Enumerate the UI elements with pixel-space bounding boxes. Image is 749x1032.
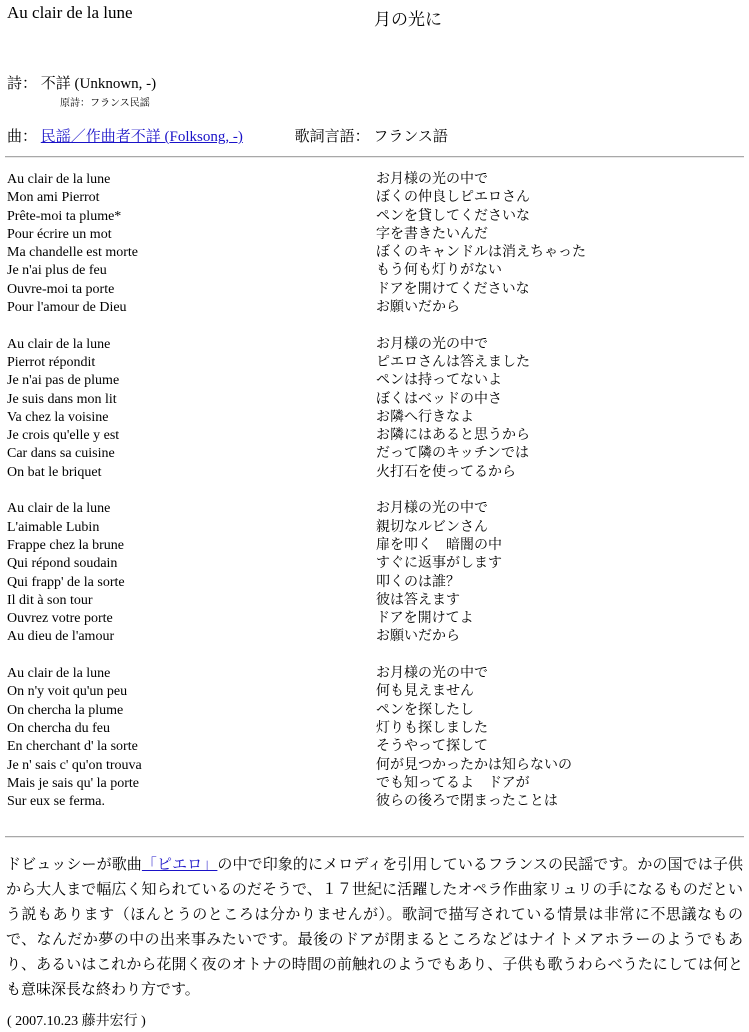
lyrics-stanza bbox=[7, 336, 142, 482]
song-title-french: Au clair de la lune bbox=[7, 3, 133, 22]
lyric-line: L'aimable Lubin bbox=[7, 519, 100, 535]
lyric-line: お願いだから bbox=[376, 300, 460, 316]
lyric-line: Ma chandelle est morte bbox=[7, 245, 139, 261]
lyric-line: もう何も灯りがない bbox=[376, 263, 502, 279]
lyric-line: 叩くのは誰？ bbox=[376, 574, 460, 590]
lyric-line: 字を書きたいんだ bbox=[376, 226, 488, 242]
lyric-line: お月様の光の中で bbox=[376, 666, 488, 682]
lyric-line: 彼は答えます bbox=[376, 592, 460, 608]
lyric-line: Car dans sa cuisine bbox=[7, 446, 115, 462]
lyric-line: Prête-moi ta plume* bbox=[7, 208, 122, 224]
pierrot-song-link[interactable]: 「ピエロ」 bbox=[141, 857, 218, 873]
lyric-line: ペンは持ってないよ bbox=[376, 373, 502, 389]
lyric-line: ペンを探したし bbox=[376, 702, 474, 718]
lyric-line: Je n'ai pas de plume bbox=[7, 373, 120, 389]
lyric-line: お願いだから bbox=[376, 629, 460, 645]
lyric-line: ペンを貸してくださいな bbox=[376, 208, 530, 224]
poem-credit bbox=[7, 72, 156, 93]
lyric-line: 彼らの後ろで閉まったことは bbox=[376, 794, 558, 810]
song-title-japanese: 月の光に bbox=[374, 10, 442, 29]
lyric-line: お月様の光の中で bbox=[376, 336, 488, 352]
lyric-line: お隣にはあると思うから bbox=[376, 428, 530, 444]
music-label: 曲： bbox=[7, 129, 38, 145]
divider-top bbox=[5, 156, 744, 158]
lyric-line: ぼくはベッドの中さ bbox=[376, 391, 502, 407]
lyric-line: ドアを開けてくださいな bbox=[376, 281, 530, 297]
lyrics-french-column bbox=[7, 171, 142, 830]
lyric-line: ぼくの仲良しピエロさん bbox=[376, 190, 530, 206]
lyric-line: Au clair de la lune bbox=[7, 172, 111, 187]
lyric-line: Ouvre-moi ta porte bbox=[7, 281, 115, 297]
lyric-line: Pour écrire un mot bbox=[7, 226, 112, 242]
lyric-line: Frappe chez la brune bbox=[7, 537, 124, 553]
lyric-line: お月様の光の中で bbox=[376, 501, 488, 517]
original-poem-note: 原詩：フランス民謡 bbox=[60, 98, 150, 109]
lyrics-stanza bbox=[7, 171, 142, 317]
composer-link[interactable]: 民謡／作曲者不詳 (Folksong, -) bbox=[40, 129, 243, 145]
commentary-paragraph bbox=[6, 853, 743, 1003]
lyric-line: On bat le briquet bbox=[7, 464, 102, 480]
lyrics-language-label: 歌詞言語： bbox=[294, 129, 370, 145]
lyric-line: Je n'ai plus de feu bbox=[7, 263, 107, 279]
music-credit bbox=[7, 125, 448, 146]
lyric-line: 扉を叩く 暗闇の中 bbox=[376, 537, 502, 553]
lyric-line: Ouvrez votre porte bbox=[7, 611, 113, 627]
lyrics-stanza bbox=[376, 500, 586, 646]
lyric-line: On n'y voit qu'un peu bbox=[7, 684, 128, 700]
lyric-line: Qui frapp' de la sorte bbox=[7, 574, 125, 590]
lyric-line: Je suis dans mon lit bbox=[7, 391, 117, 407]
lyric-line: Je n' sais c' qu'on trouva bbox=[7, 757, 142, 773]
lyric-line: Mais je sais qu' la porte bbox=[7, 775, 139, 791]
lyric-line: ピエロさんは答えました bbox=[376, 354, 530, 370]
lyric-line: Au clair de la lune bbox=[7, 666, 111, 682]
lyrics-stanza bbox=[376, 336, 586, 482]
lyrics-language-value: フランス語 bbox=[373, 129, 448, 145]
commentary-intro: ドビュッシーが歌曲 bbox=[6, 857, 142, 873]
poem-author: 不詳 (Unknown, -) bbox=[40, 76, 157, 92]
signature: ( 2007.10.23 藤井宏行 ) bbox=[7, 1014, 146, 1029]
lyric-line: Au dieu de l'amour bbox=[7, 629, 115, 645]
lyric-line: 火打石を使ってるから bbox=[376, 464, 516, 480]
lyrics-stanza bbox=[7, 665, 142, 811]
lyrics-stanza bbox=[376, 665, 586, 811]
lyric-line: Au clair de la lune bbox=[7, 336, 111, 352]
divider-bottom bbox=[5, 836, 744, 838]
lyric-line: すぐに返事がします bbox=[376, 556, 502, 572]
lyric-line: 灯りも探しました bbox=[376, 720, 488, 736]
lyric-line: Mon ami Pierrot bbox=[7, 190, 100, 206]
lyrics-japanese-column bbox=[376, 171, 586, 830]
lyric-line: En cherchant d' la sorte bbox=[7, 739, 138, 755]
lyric-line: Va chez la voisine bbox=[7, 409, 109, 425]
lyric-line: Sur eux se ferma. bbox=[7, 794, 105, 810]
lyric-line: そうやって探して bbox=[376, 739, 488, 755]
lyric-line: Je crois qu'elle y est bbox=[7, 428, 120, 444]
poem-label: 詩： bbox=[7, 76, 38, 92]
commentary-body: の中で印象的にメロディを引用しているフランスの民謡です。かの国では子供から大人まで幅広く知られているのだそうで、１７世紀に活躍したオペラ作曲家リュリの手になるものだという説もあります（ほんとうのところは分かりませんが）。歌詞で描写されている情景は非常に不思議なもので、なんだか夢の中の出来事みたいです。最後のドアが閉まるところなどはナイトメアホラーのようでもあり、あるいはこれから花開く夜のオトナの時間の前触れのようでもあり、子供も歌うわらべうたにしては何とも意味深長な終わり方です。 bbox=[6, 857, 743, 998]
lyric-line: Pour l'amour de Dieu bbox=[7, 300, 127, 316]
lyric-line: Pierrot répondit bbox=[7, 354, 96, 370]
lyric-line: お月様の光の中で bbox=[376, 172, 488, 187]
lyrics-stanza bbox=[7, 500, 142, 646]
lyric-line: お隣へ行きなよ bbox=[376, 409, 474, 425]
lyric-line: Qui répond soudain bbox=[7, 556, 118, 572]
lyric-line: Au clair de la lune bbox=[7, 501, 111, 517]
lyric-line: 何も見えません bbox=[376, 684, 474, 700]
lyric-line: On chercha la plume bbox=[7, 702, 124, 718]
lyric-line: On chercha du feu bbox=[7, 720, 111, 736]
lyric-line: でも知ってるよ ドアが bbox=[376, 775, 530, 791]
lyric-line: ドアを開けてよ bbox=[376, 611, 474, 627]
lyric-line: Il dit à son tour bbox=[7, 592, 93, 608]
lyric-line: だって隣のキッチンでは bbox=[376, 446, 530, 462]
lyric-line: 親切なルビンさん bbox=[376, 519, 488, 535]
lyrics-stanza bbox=[376, 171, 586, 317]
lyric-line: ぼくのキャンドルは消えちゃった bbox=[376, 245, 586, 261]
lyric-line: 何が見つかったかは知らないの bbox=[376, 757, 572, 773]
